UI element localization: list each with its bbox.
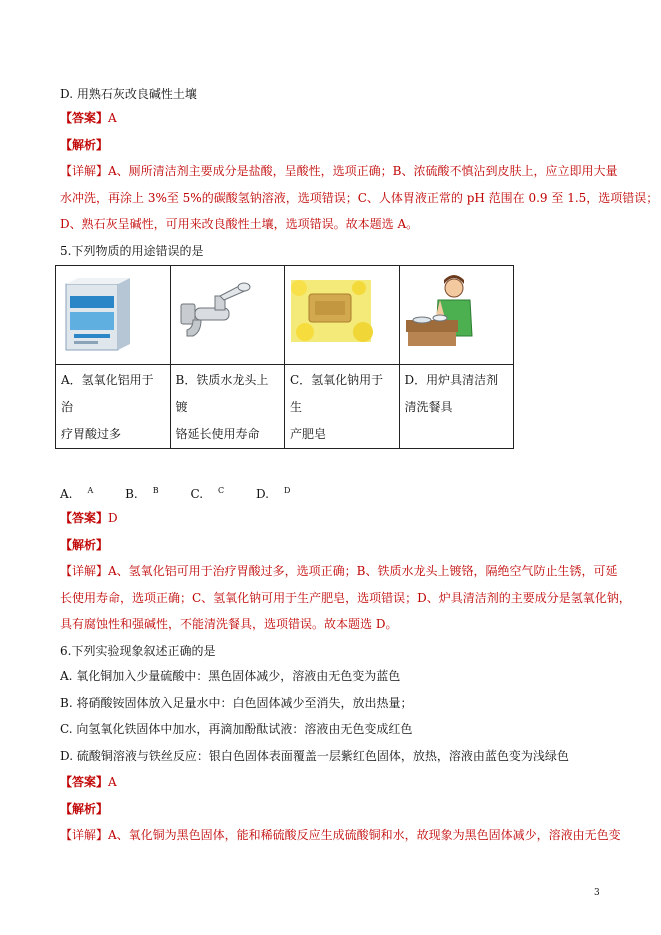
analysis-label-1: 【解析】 — [60, 138, 109, 152]
question-5-options-table — [55, 265, 514, 449]
question-6-option-a: A. 氧化铜加入少量硫酸中：黑色固体减少，溶液由无色变为蓝色 — [60, 669, 401, 683]
faucet-icon — [171, 266, 285, 364]
answer-value: A — [108, 111, 117, 125]
option-c-cell — [285, 365, 400, 449]
options-text-row — [56, 365, 514, 449]
option-a-image-cell — [56, 266, 171, 365]
explanation-2-line-b: 长使用寿命，选项正确；C、氢氧化钠可用于生产肥皂，选项错误；D、炉具清洁剂的主要成分是氢氧化钠， — [60, 591, 631, 605]
option-a-text-2: 疗胃酸过多 — [61, 427, 122, 441]
option-c-image-cell — [285, 266, 400, 365]
option-c-text-1: C．氢氧化钠用于生 — [290, 373, 384, 414]
option-b-text-1: B．铁质水龙头上镀 — [175, 373, 269, 414]
choice-a-sup: A — [87, 486, 94, 495]
explanation-1-line-c: D、熟石灰呈碱性，可用来改良酸性土壤，选项错误。故本题选 A。 — [60, 217, 419, 231]
page-number: 3 — [594, 888, 600, 898]
choice-b — [125, 487, 173, 501]
option-d-line: D. 用熟石灰改良碱性土壤 — [60, 87, 197, 101]
choice-d — [256, 487, 304, 501]
choice-a-label: A. — [60, 487, 73, 501]
option-d-text-1: D．用炉具清洁剂 — [404, 373, 499, 387]
person-washing-dishes-icon — [400, 266, 514, 364]
answer-line-3 — [60, 773, 117, 791]
option-c-text-2: 产肥皂 — [290, 427, 327, 441]
answer-label: 【答案】 — [60, 511, 109, 525]
question-6-option-c: C. 向氢氧化铁固体中加水，再滴加酚酞试液：溶液由无色变成红色 — [60, 722, 413, 736]
soap-icon — [285, 266, 399, 364]
explanation-1-line-b: 水冲洗，再涂上 3%至 5%的碳酸氢钠溶液，选项错误；C、人体胃液正常的 pH 范围在 0.9 至 1.5，选项错误； — [60, 191, 659, 205]
choice-d-sup: D — [284, 486, 291, 495]
explanation-2-line-c: 具有腐蚀性和强碱性，不能清洗餐具，选项错误。故本题选 D。 — [60, 617, 398, 631]
answer-line-2 — [60, 509, 118, 527]
choice-c-label: C. — [190, 487, 204, 501]
explanation-3-line-a: 【详解】A、氧化铜为黑色固体，能和稀硫酸反应生成硫酸铜和水，故现象为黑色固体减少，溶液由无色变 — [60, 828, 621, 842]
option-d-text-2: 清洗餐具 — [404, 400, 453, 414]
options-image-row — [56, 266, 514, 365]
answer-label: 【答案】 — [60, 775, 109, 789]
answer-value: D — [108, 511, 118, 525]
choice-b-label: B. — [125, 487, 138, 501]
option-d-image-cell — [399, 266, 514, 365]
choice-b-sup: B — [152, 486, 159, 495]
choice-a — [60, 487, 107, 501]
choice-c — [190, 487, 238, 501]
question-6-stem: 6.下列实验现象叙述正确的是 — [60, 644, 216, 658]
medicine-box-icon — [56, 266, 170, 364]
analysis-label-2: 【解析】 — [60, 538, 109, 552]
option-a-cell — [56, 365, 171, 449]
option-a-text-1: A．氢氧化铝用于治 — [61, 373, 154, 414]
option-b-cell — [170, 365, 285, 449]
answer-label: 【答案】 — [60, 111, 109, 125]
explanation-2-line-a: 【详解】A、氢氧化铝可用于治疗胃酸过多，选项正确；B、铁质水龙头上镀铬，隔绝空气防止生锈，可延 — [60, 564, 618, 578]
question-6-option-d: D. 硫酸铜溶液与铁丝反应：银白色固体表面覆盖一层紫红色固体，放热，溶液由蓝色变为浅绿色 — [60, 749, 569, 763]
option-b-image-cell — [170, 266, 285, 365]
analysis-label-3: 【解析】 — [60, 802, 109, 816]
question-5-stem: 5.下列物质的用途错误的是 — [60, 244, 204, 258]
question-6-option-b: B. 将硝酸铵固体放入足量水中：白色固体减少至消失，放出热量； — [60, 696, 413, 710]
choice-d-label: D. — [255, 487, 269, 501]
choice-c-sup: C — [218, 486, 225, 495]
answer-line-1 — [60, 109, 117, 127]
explanation-1-line-a: 【详解】A、厕所清洁剂主要成分是盐酸，呈酸性，选项正确；B、浓硫酸不慎沾到皮肤上，应立即用大量 — [60, 164, 618, 178]
answer-value: A — [108, 775, 117, 789]
option-b-text-2: 铬延长使用寿命 — [175, 427, 260, 441]
question-5-choices — [60, 482, 318, 503]
option-d-cell — [399, 365, 514, 449]
